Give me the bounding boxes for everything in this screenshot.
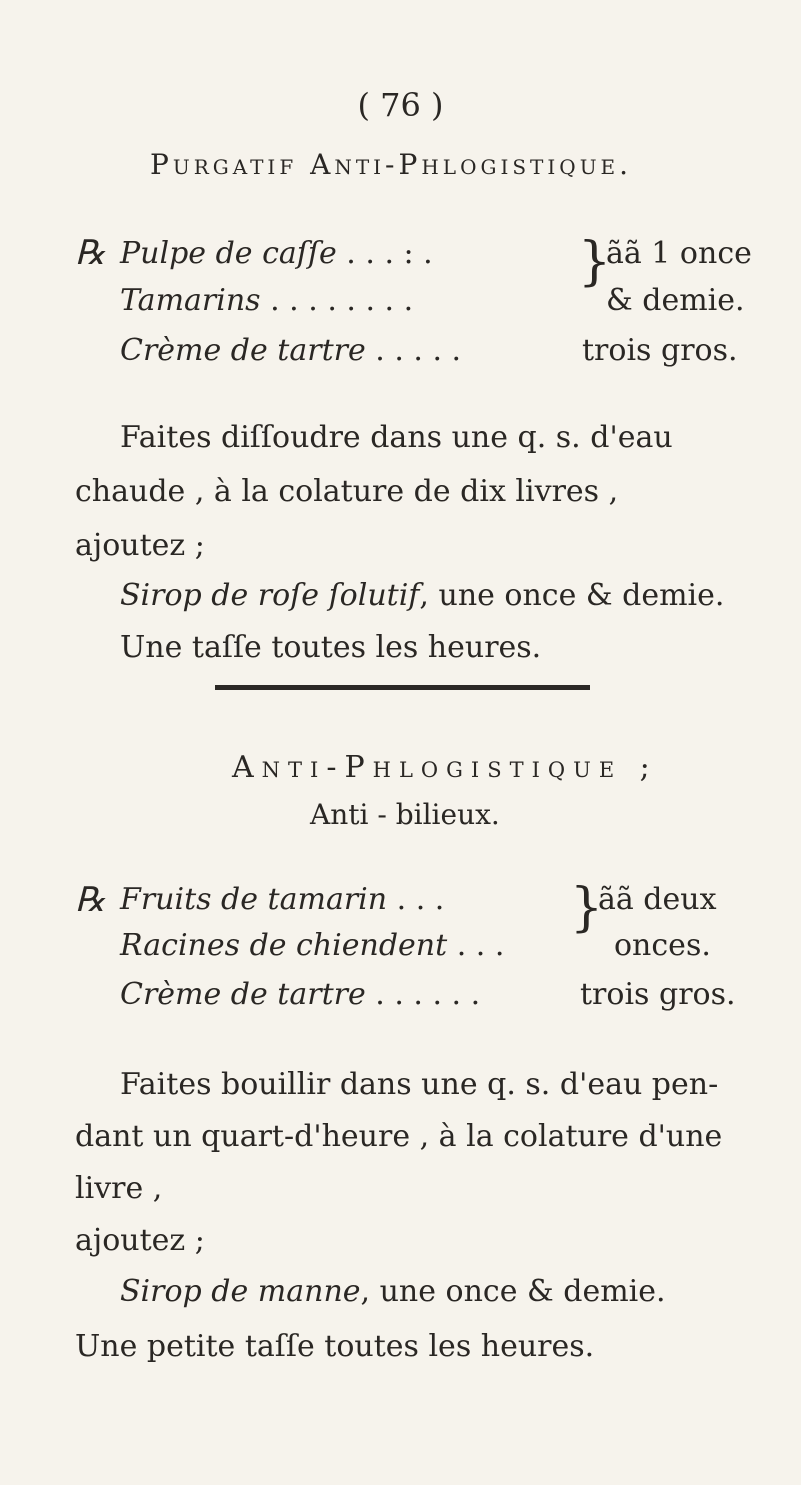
section-divider (215, 685, 590, 690)
leader-dots: . . . : . (346, 236, 433, 271)
ingredient-row (120, 977, 480, 1012)
section-1-title: Purgatif Anti-Phlogistique. (150, 148, 633, 181)
posology: Une taſſe toutes les heures. (120, 630, 542, 665)
ingredient-name: Crème de tartre (120, 333, 366, 368)
dose-text: onces. (614, 928, 711, 963)
page-number: ( 76 ) (357, 86, 444, 124)
ingredient-row (120, 333, 461, 368)
body-line: Faites bouillir dans une q. s. d'eau pen- (120, 1067, 719, 1102)
sirop-name: Sirop de manne (120, 1274, 361, 1309)
recipe-symbol: ℞ (75, 233, 106, 273)
posology: Une petite taſſe toutes les heures. (75, 1329, 595, 1364)
ingredient-name: Racines de chiendent (120, 928, 448, 963)
leader-dots: . . . . . . . . (270, 283, 414, 318)
dose-text: trois gros. (580, 977, 736, 1012)
sirop-line (120, 578, 724, 613)
brace: } (578, 232, 612, 292)
dose-text: ãã deux (598, 882, 717, 917)
leader-dots: . . . . . (375, 333, 462, 368)
recipe-symbol: ℞ (75, 880, 106, 920)
ingredient-name: Tamarins (120, 283, 261, 318)
dose-text: & demie. (606, 283, 745, 318)
ingredient-row (120, 928, 504, 963)
leader-dots: . . . (456, 928, 505, 963)
sirop-name: Sirop de roſe ſolutif (120, 578, 420, 613)
body-line: ajoutez ; (75, 528, 205, 563)
ingredient-name: Fruits de tamarin (120, 882, 388, 917)
body-line: dant un quart-d'heure , à la colature d'une (75, 1119, 723, 1154)
ingredient-row (120, 283, 413, 318)
body-line: Faites diſſoudre dans une q. s. d'eau (120, 420, 673, 455)
dose-text: ãã 1 once (606, 236, 752, 271)
body-line: livre , (75, 1171, 163, 1206)
ingredient-row (120, 882, 444, 917)
section-2-subtitle: Anti - bilieux. (310, 798, 500, 831)
sirop-line (120, 1274, 666, 1309)
ingredient-row (120, 236, 433, 271)
brace: } (570, 878, 604, 938)
leader-dots: . . . (396, 882, 445, 917)
ingredient-name: Pulpe de caſſe (120, 236, 337, 271)
body-line: chaude , à la colature de dix livres , (75, 474, 619, 509)
leader-dots: . . . . . . (375, 977, 481, 1012)
ingredient-name: Crème de tartre (120, 977, 366, 1012)
dose-text: trois gros. (582, 333, 738, 368)
body-line: ajoutez ; (75, 1223, 205, 1258)
sirop-dose: , une once & demie. (360, 1274, 666, 1309)
section-2-title: Anti-Phlogistique ; (232, 750, 658, 785)
sirop-dose: , une once & demie. (419, 578, 725, 613)
